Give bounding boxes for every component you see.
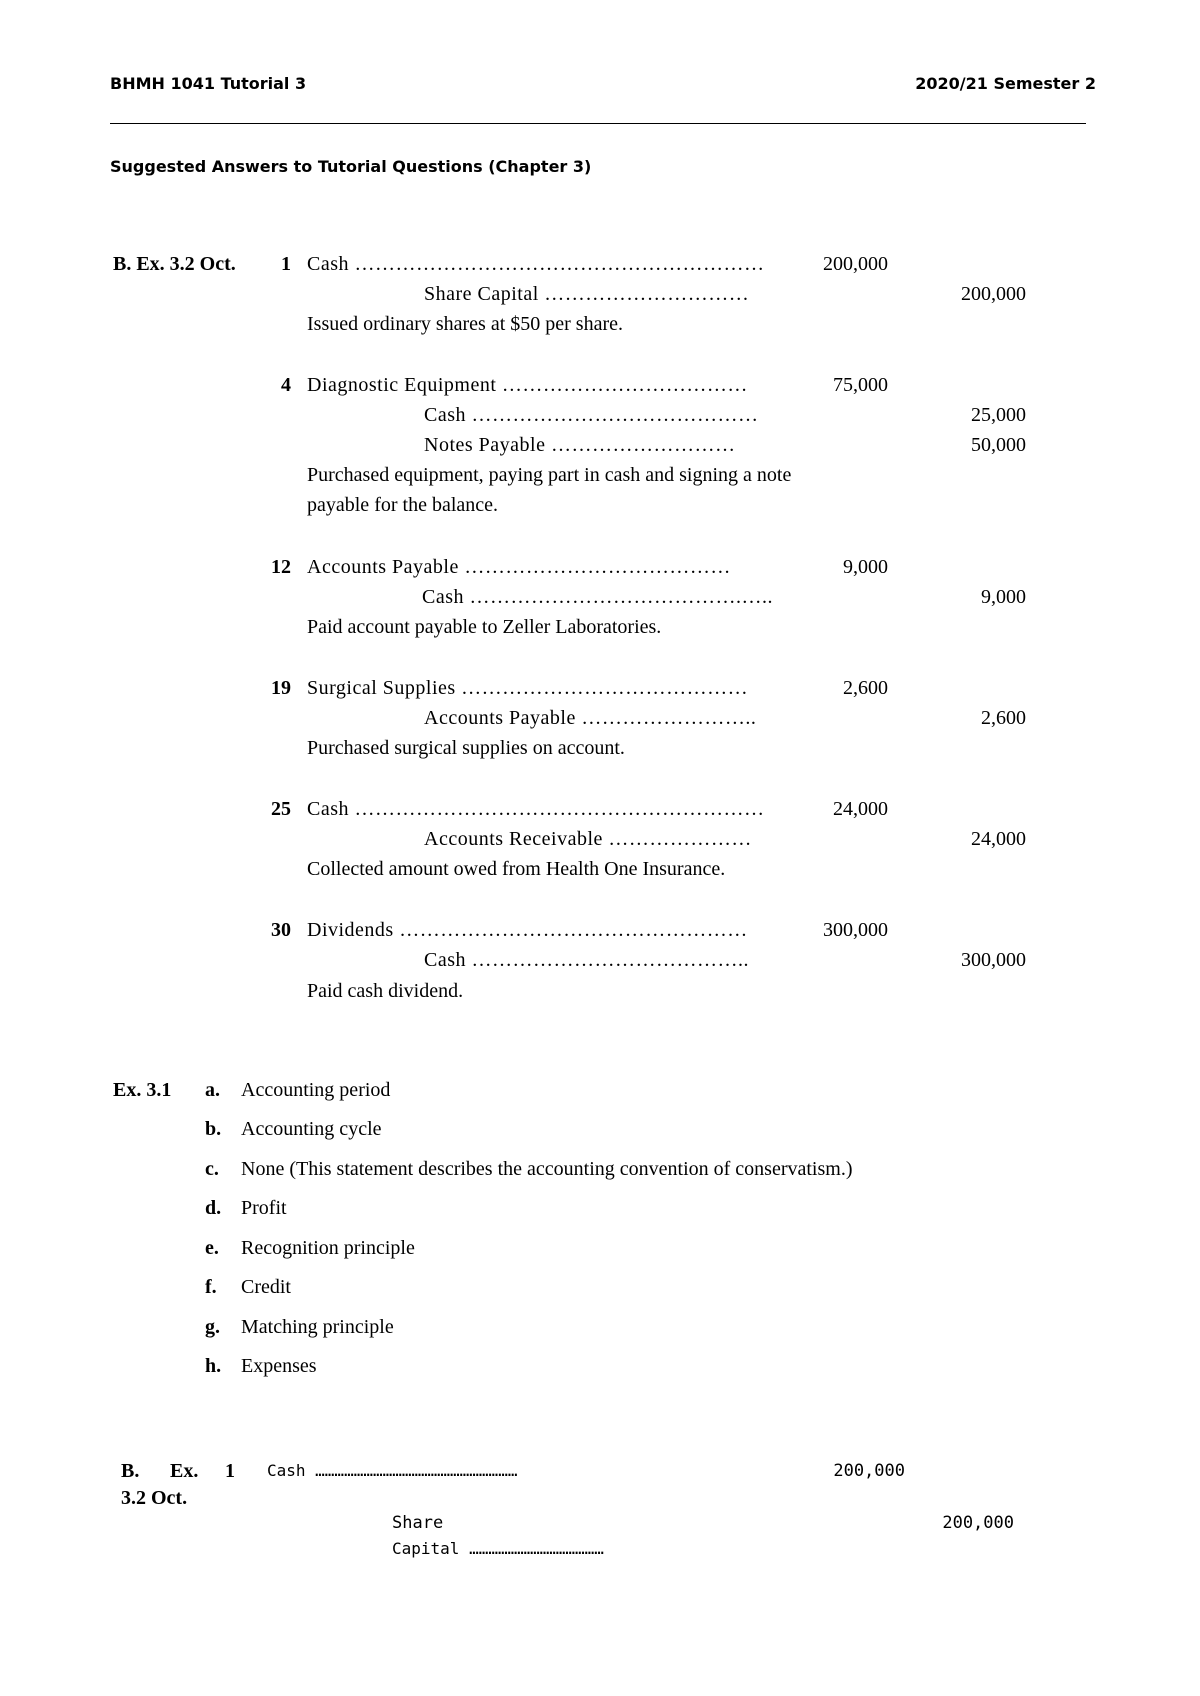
ex32-label: B. Ex. 3.2 Oct. [113,253,236,275]
credit-amount: 200,000 [961,283,1026,305]
entry-explanation: Issued ordinary shares at $50 per share. [307,313,624,335]
list-item-text: Credit [241,1276,291,1298]
list-item-text: None (This statement describes the accounting convention of conservatism.) [241,1158,853,1180]
repeat-label-ex: Ex. [170,1460,199,1482]
entry-day: 4 [281,374,291,396]
credit-amount: 200,000 [942,1513,1014,1533]
credit-account: Notes Payable ……………………… [424,434,736,456]
entry-day: 30 [271,919,291,941]
credit-amount: 25,000 [971,404,1026,426]
credit-account-cont: Capital …………………………………… [392,1539,604,1558]
entry-explanation: Collected amount owed from Health One Insurance. [307,858,726,880]
ex31-label: Ex. 3.1 [113,1079,172,1101]
debit-account: Diagnostic Equipment ……………………………… [307,374,748,396]
debit-account: Cash …………………………………………………… [307,253,765,275]
entry-day: 1 [281,253,291,275]
credit-amount: 50,000 [971,434,1026,456]
faint-table-border [110,1006,1030,1008]
header-semester: 2020/21 Semester 2 [915,74,1096,93]
entry-explanation: payable for the balance. [307,494,499,516]
entry-explanation: Purchased surgical supplies on account. [307,737,625,759]
debit-amount: 200,000 [823,253,888,275]
debit-account: Surgical Supplies …………………………………… [307,677,749,699]
entry-explanation: Purchased equipment, paying part in cash and signing a note [307,464,792,486]
credit-account: Share [392,1513,444,1533]
list-item-letter: g. [205,1316,220,1338]
debit-account: Cash ……………………………………………………… [267,1461,518,1480]
header-course: BHMH 1041 Tutorial 3 [110,74,307,93]
list-item-letter: f. [205,1276,217,1298]
entry-explanation: Paid cash dividend. [307,980,464,1002]
entry-day: 19 [271,677,291,699]
debit-amount: 9,000 [843,556,888,578]
debit-amount: 200,000 [833,1461,905,1481]
credit-account: Cash ………………………………….. [424,949,749,971]
debit-amount: 75,000 [833,374,888,396]
list-item-letter: e. [205,1237,219,1259]
credit-amount: 2,600 [981,707,1026,729]
credit-account: Cash ………………………………….….. [422,586,773,608]
list-item-letter: d. [205,1197,222,1219]
credit-account: Cash …………………………………… [424,404,759,426]
list-item-letter: b. [205,1118,222,1140]
list-item-text: Recognition principle [241,1237,415,1259]
debit-amount: 300,000 [823,919,888,941]
credit-account: Accounts Payable …………………….. [424,707,757,729]
debit-account: Cash …………………………………………………… [307,798,765,820]
header-rule [110,123,1086,124]
entry-day: 12 [271,556,291,578]
list-item-letter: a. [205,1079,220,1101]
debit-account: Dividends …………………………………………… [307,919,748,941]
entry-day: 25 [271,798,291,820]
list-item-text: Accounting period [241,1079,391,1101]
list-item-text: Matching principle [241,1316,394,1338]
list-item-text: Profit [241,1197,287,1219]
repeat-label-oct: 3.2 Oct. [121,1487,188,1509]
debit-amount: 2,600 [843,677,888,699]
debit-account: Accounts Payable ………………………………… [307,556,731,578]
repeat-label-b: B. [121,1460,140,1482]
debit-amount: 24,000 [833,798,888,820]
page-subtitle: Suggested Answers to Tutorial Questions (Chapter 3) [110,157,592,176]
credit-account: Share Capital ………………………… [424,283,750,305]
entry-explanation: Paid account payable to Zeller Laboratories. [307,616,662,638]
list-item-letter: c. [205,1158,219,1180]
credit-amount: 9,000 [981,586,1026,608]
credit-amount: 300,000 [961,949,1026,971]
credit-amount: 24,000 [971,828,1026,850]
list-item-text: Expenses [241,1355,317,1377]
list-item-text: Accounting cycle [241,1118,382,1140]
list-item-letter: h. [205,1355,222,1377]
credit-account: Accounts Receivable ………………… [424,828,752,850]
repeat-day: 1 [225,1460,235,1482]
